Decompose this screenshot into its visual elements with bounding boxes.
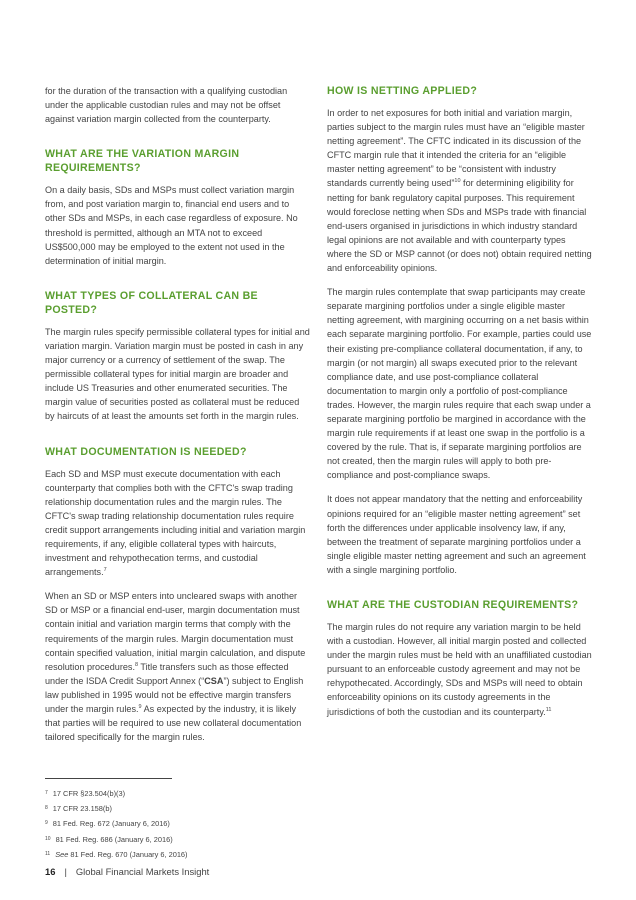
paragraph-variation-margin: On a daily basis, SDs and MSPs must collect variation margin from, and post variation margin to, financial end users and to other SDs and MSPs, in each case regardless of exposure. No threshold is permitted, although an MTA not to exceed US$500,000 may be employed to the extent not used in the determination of initial margin. <box>45 185 298 266</box>
paragraph-documentation-text: Each SD and MSP must execute documentation with each counterparty that complies both with the CFTC's swap trading relationship documentation rules and the margin rules. The CFTC's swap trading relationship documentation rules require credit support arrangements including initial and variation margin requirements, if any, eligible collateral types with haircuts, investment and rehypothecation terms, and custodial arrangements. <box>45 468 306 578</box>
paragraph-uncleared-swaps <box>45 589 310 744</box>
paragraph-uncleared-swaps-text-b: Title transfers such as those effected under the ISDA Credit Support Annex (“ <box>45 661 289 686</box>
footnote-ref-7[interactable]: 7 <box>103 567 107 574</box>
paragraph-netting-text-a: In order to net exposures for both initial and variation margin, parties subject to the margin rules must have an “eligible master netting agreement”. The CFTC indicated in its discussion of the CFTC margin rule that it intended the criteria for an “eligible master netting agreement” to be “consistent with industry standards currently being used” <box>327 108 585 189</box>
footnote-see: See <box>55 849 69 859</box>
footnote-text: 81 Fed. Reg. 672 (January 6, 2016) <box>52 819 170 829</box>
footnote-ref-9[interactable]: 9 <box>138 704 142 710</box>
paragraph-custodian <box>327 620 592 719</box>
heading-documentation: WHAT DOCUMENTATION IS NEEDED? <box>45 445 247 458</box>
footnote-text: 17 CFR 23.158(b) <box>52 804 112 814</box>
paragraph-uncleared-swaps-text-a: When an SD or MSP enters into uncleared swaps with another SD or MSP or a financial end-user, margin documentation must contain initial and variation margin terms that comply with the requirements of the margin rules. Margin documentation must contain specified valuation, initial margin calculation, and dispute resolution procedures. <box>45 591 306 672</box>
paragraph-netting <box>327 106 592 275</box>
footnote-text: 17 CFR §23.504(b)(3) <box>52 789 126 798</box>
publication-title: Global Financial Markets Insight <box>75 866 210 877</box>
footnote-number: 11 <box>45 850 51 857</box>
footnote-11 <box>45 847 345 862</box>
footnote-9 <box>45 816 345 831</box>
heading-custodian: WHAT ARE THE CUSTODIAN REQUIREMENTS? <box>327 599 579 611</box>
right-column <box>327 84 592 729</box>
footnote-ref-10[interactable]: 10 <box>454 178 461 185</box>
paragraph-uncleared-swaps-text-d: As expected by the industry, it is likely that parties will be required to use new collateral documentation tailored specifically for the margin rules. <box>45 704 302 743</box>
footnote-ref-8[interactable]: 8 <box>134 661 139 668</box>
footnote-8 <box>45 801 345 816</box>
heading-netting: HOW IS NETTING APPLIED? <box>327 85 478 97</box>
paragraph-netting-text-b: for determining eligibility for netting for bank regulatory capital purposes. This requirement would foreclose netting when SDs and MSPs trade with financial end-users organised in jurisdictions in which industry standard legal opinions are not available and with counterparty types where the SD or MSP cannot (or does not) obtain required netting and enforceability opinions. <box>327 178 592 274</box>
footnote-number: 10 <box>45 835 51 842</box>
page-number: 16 <box>45 866 56 877</box>
footnote-7 <box>45 786 345 801</box>
page-footer <box>45 866 209 877</box>
paragraph-collateral-types: The margin rules specify permissible collateral types for initial and variation margin. Variation margin must be posted in cash in any major currency or a currency of settlement of the swap. The permissible collateral types for initial margin are broader and include US Treasuries and other enumerated securities. The margin value of securities posted as collateral must be reduced by haircuts of at least the amounts set forth in the margin rules. <box>45 326 310 422</box>
footnote-divider <box>45 778 172 779</box>
footnote-ref-11[interactable]: 11 <box>545 706 552 713</box>
left-column <box>45 84 310 754</box>
footnote-number: 7 <box>45 790 48 796</box>
paragraph-margining-portfolios: The margin rules contemplate that swap participants may create separate margining portfolios under a single eligible master netting agreement, with margining occurring on a net basis within each separate margining portfolio. For example, parties could use their existing pre-compliance collateral documentation, if any, to margin (or not margin) all swaps executed prior to the relevant compliance date, and use post-compliance collateral documentation to margin only a portfolio of post-compliance trades. However, the margin rules require that each swap under a separate margining portfolio be margined in accordance with the margin rule requirements if at least one swap in the portfolio is a covered by the rule. That is, if separate margining portfolios are not created, then the margin rules will apply to both pre-compliance and post-compliance swaps. <box>327 287 592 481</box>
paragraph-documentation <box>45 467 310 580</box>
footnotes <box>45 778 345 862</box>
footnote-text: 81 Fed. Reg. 670 (January 6, 2016) <box>68 849 188 859</box>
footnote-10 <box>45 832 345 847</box>
paragraph-enforceability-opinions: It does not appear mandatory that the netting and enforceability opinions required for an “eligible master netting agreement” set forth the differences under applicable insolvency law, if any, between the treatment of separate margining portfolios under a single eligible master netting agreement and such an agreement with a single margining portfolio. <box>327 494 586 575</box>
footer-separator: | <box>64 866 67 877</box>
csa-term: CSA <box>204 675 224 686</box>
footnote-number: 9 <box>45 820 48 827</box>
heading-variation-margin: WHAT ARE THE VARIATION MARGIN REQUIREMENTS? <box>45 148 240 175</box>
footnote-number: 8 <box>45 805 48 812</box>
paragraph-continuation: for the duration of the transaction with a qualifying custodian under the applicable custodian rules and may not be offset against variation margin collected from the counterparty. <box>45 86 288 125</box>
paragraph-custodian-text: The margin rules do not require any variation margin to be held with a custodian. However, all initial margin posted and collected under the margin rules must be held with an unaffiliated custodian pursuant to an enforceable custody agreement and may not be rehypothecated. Accordingly, SDs and MSPs will need to obtain enforceability opinions on its custody agreements in the jurisdictions of both the custodian and its counterparty. <box>327 622 592 717</box>
heading-collateral-types: WHAT TYPES OF COLLATERAL CAN BE POSTED? <box>45 289 258 316</box>
footnote-text: 81 Fed. Reg. 686 (January 6, 2016) <box>55 834 173 844</box>
paragraph-uncleared-swaps-text-c: ”) subject to English law published in 1995 would not be effective margin transfers under the margin rules. <box>45 675 304 714</box>
